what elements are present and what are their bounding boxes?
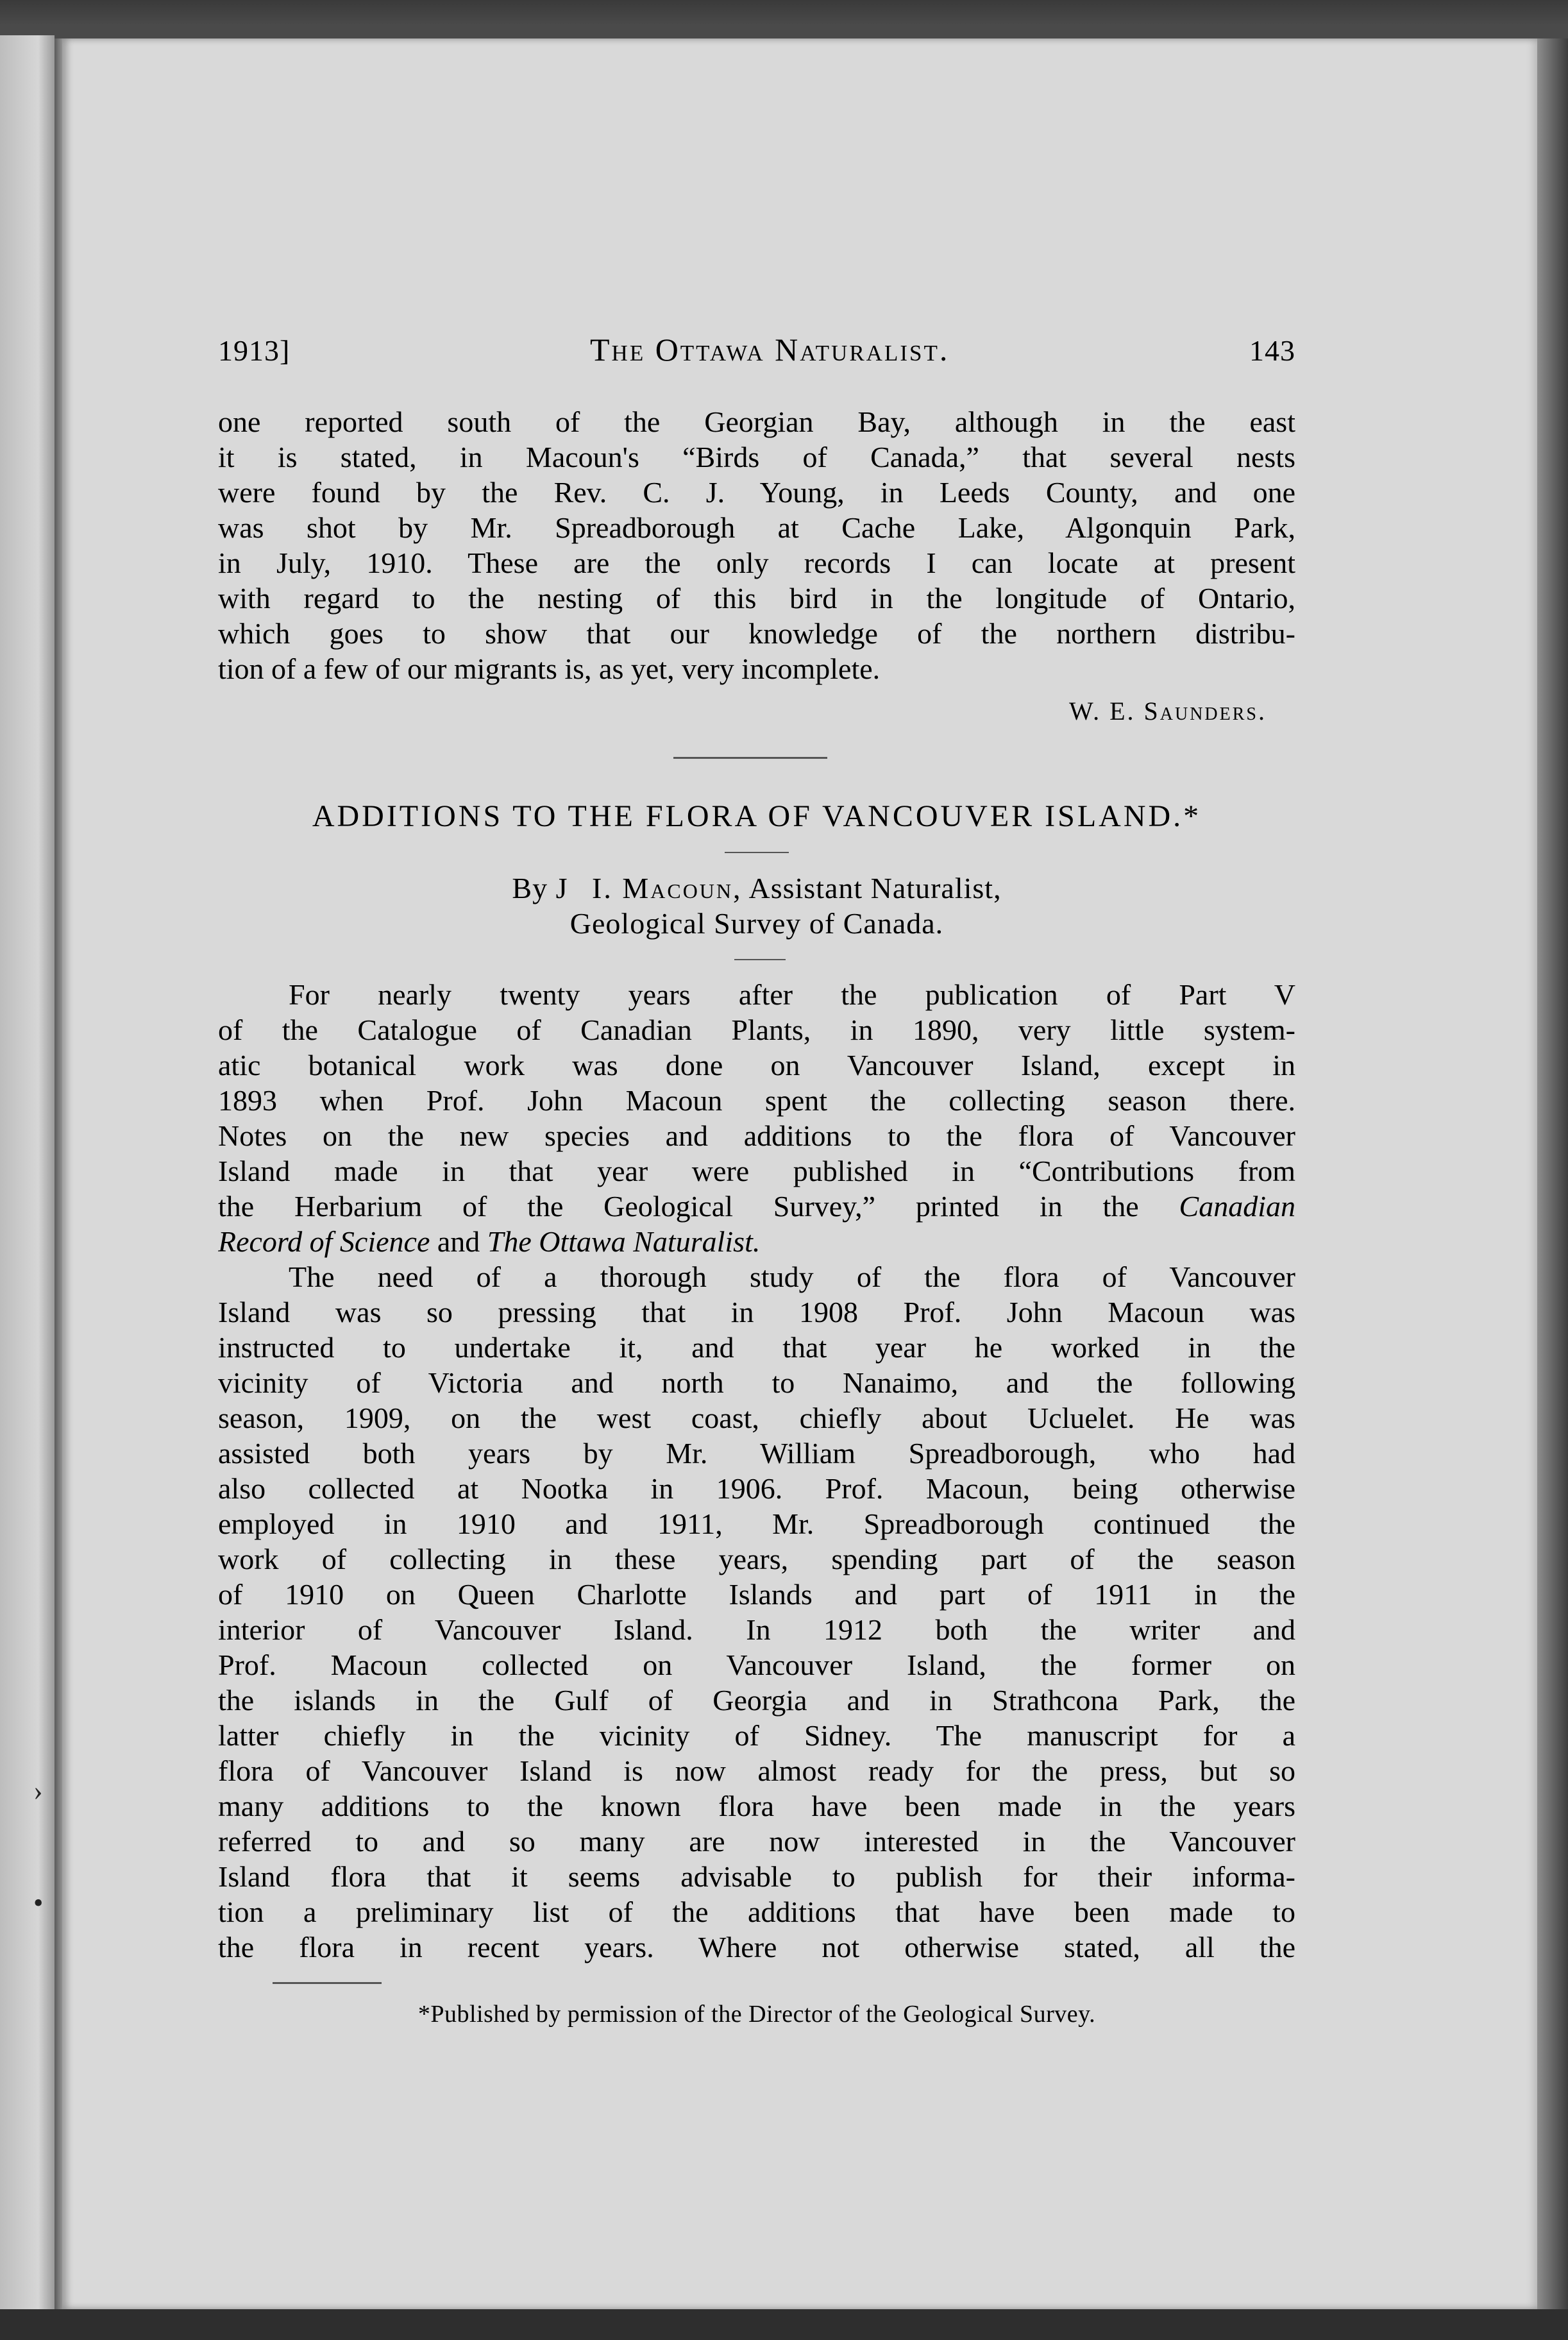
text-line: Island made in that year were published in “Contributions from [218, 1155, 1295, 1187]
margin-mark-dot: • [33, 1887, 44, 1919]
text-line: Island flora that it seems advisable to publish for their informa- [218, 1860, 1295, 1893]
text-line-with-italic [218, 1224, 1295, 1259]
text-segment: the Herbarium of the Geological Survey,” printed in the [218, 1190, 1139, 1223]
article-paragraph-2 [218, 1259, 1295, 1965]
text-line: was shot by Mr. Spreadborough at Cache Lake, Algonquin Park, [218, 511, 1295, 544]
text-line: the islands in the Gulf of Georgia and in Strathcona Park, the [218, 1684, 1295, 1717]
text-line: were found by the Rev. C. J. Young, in Leeds County, and one [218, 476, 1295, 509]
byline-role: Assistant Naturalist, [748, 872, 1002, 904]
running-head-year: 1913] [218, 334, 291, 367]
text-line-with-italic [218, 1189, 1295, 1224]
footnote: *Published by permission of the Director of the Geological Survey. [417, 2001, 1096, 2028]
byline-author: I. Macoun, [592, 872, 743, 904]
text-line: work of collecting in these years, spending part of the season [218, 1543, 1295, 1575]
footnote-rule [273, 1982, 382, 1984]
text-line: Prof. Macoun collected on Vancouver Island, the former on [218, 1649, 1295, 1681]
text-line: referred to and so many are now interested in the Vancouver [218, 1825, 1295, 1858]
text-line: of 1910 on Queen Charlotte Islands and part of 1911 in the [218, 1578, 1295, 1611]
intro-paragraph [218, 404, 1295, 686]
text-line: tion of a few of our migrants is, as yet, very incomplete. [218, 652, 881, 685]
text-line: assisted both years by Mr. William Spreadborough, who had [218, 1437, 1295, 1470]
text-line: The need of a thorough study of the flora of Vancouver [289, 1260, 1295, 1293]
text-line: one reported south of the Georgian Bay, although in the east [218, 405, 1295, 438]
italic-title: Canadian [1179, 1190, 1295, 1223]
text-line: latter chiefly in the vicinity of Sidney. The manuscript for a [218, 1719, 1295, 1752]
text-line: vicinity of Victoria and north to Nanaimo, and the following [218, 1366, 1295, 1399]
byline-rule [734, 959, 786, 960]
text-line: flora of Vancouver Island is now almost ready for the press, but so [218, 1754, 1295, 1787]
journal-title: The Ottawa Naturalist. [590, 332, 950, 368]
running-head [218, 331, 1295, 376]
text-line: season, 1909, on the west coast, chiefly about Ucluelet. He was [218, 1402, 1295, 1434]
text-line: of the Catalogue of Canadian Plants, in 1890, very little system- [218, 1013, 1295, 1046]
text-line: instructed to undertake it, and that year he worked in the [218, 1331, 1295, 1364]
page-number: 143 [1249, 334, 1295, 367]
text-line: many additions to the known flora have been made in the years [218, 1790, 1295, 1822]
heading-rule [725, 852, 789, 853]
margin-mark-arrow: › [33, 1775, 43, 1806]
text-line: also collected at Nootka in 1906. Prof. Macoun, being otherwise [218, 1472, 1295, 1505]
text-line: For nearly twenty years after the publication of Part V [289, 978, 1295, 1011]
text-line: employed in 1910 and 1911, Mr. Spreadborough continued the [218, 1507, 1295, 1540]
text-line: interior of Vancouver Island. In 1912 both the writer and [218, 1613, 1295, 1646]
section-divider [673, 757, 827, 759]
article-heading: ADDITIONS TO THE FLORA OF VANCOUVER ISLAND.* [312, 799, 1202, 833]
text-line: 1893 when Prof. John Macoun spent the collecting season there. [218, 1084, 1295, 1117]
text-segment: and [437, 1225, 480, 1258]
text-line: in July, 1910. These are the only records I can locate at present [218, 547, 1295, 579]
text-line: with regard to the nesting of this bird in the longitude of Ontario, [218, 582, 1295, 615]
text-line: which goes to show that our knowledge of the northern distribu- [218, 617, 1295, 650]
byline [218, 871, 1295, 905]
article-paragraph-1 [218, 977, 1295, 1259]
text-line: Notes on the new species and additions to the flora of Vancouver [218, 1119, 1295, 1152]
page-right-edge [1537, 38, 1568, 2309]
italic-title: Record of Science [218, 1225, 430, 1258]
facing-page-edge [0, 35, 55, 2309]
text-line: it is stated, in Macoun's “Birds of Canada,” that several nests [218, 441, 1295, 473]
italic-title: The Ottawa Naturalist. [487, 1225, 761, 1258]
text-line: the flora in recent years. Where not otherwise stated, all the [218, 1931, 1295, 1963]
text-line: Island was so pressing that in 1908 Prof. John Macoun was [218, 1296, 1295, 1328]
text-line: tion a preliminary list of the additions that have been made to [218, 1895, 1295, 1928]
byline-prefix: By J [512, 872, 568, 904]
author-signature: W. E. Saunders. [1069, 697, 1267, 725]
text-line: atic botanical work was done on Vancouver Island, except in [218, 1049, 1295, 1081]
byline-affiliation: Geological Survey of Canada. [569, 907, 944, 940]
